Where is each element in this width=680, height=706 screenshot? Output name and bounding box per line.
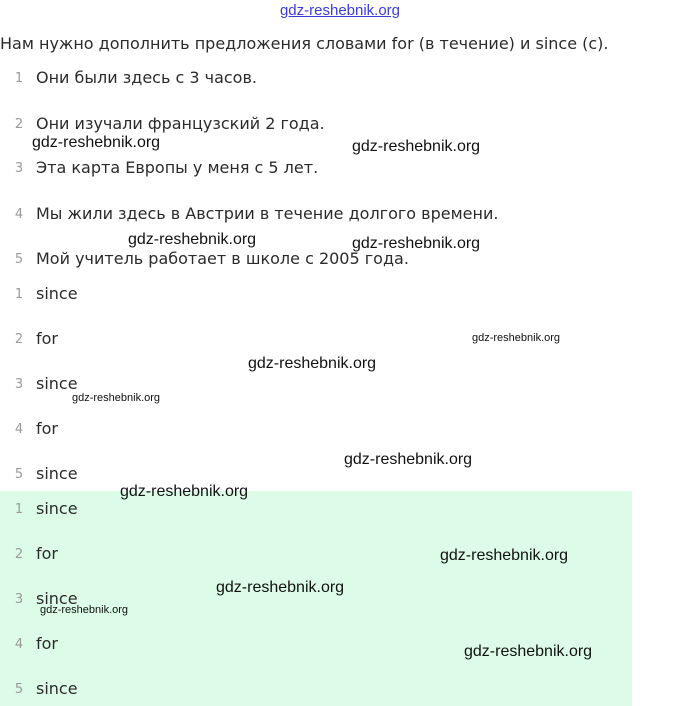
item-number: 3 <box>14 592 24 607</box>
watermark: gdz-reshebnik.org <box>440 547 569 564</box>
watermark: gdz-reshebnik.org <box>472 332 561 344</box>
item-number: 5 <box>14 682 24 697</box>
header-watermark-link[interactable]: gdz-reshebnik.org <box>279 2 401 19</box>
answer-text: since <box>36 464 78 483</box>
sentence-text: Эта карта Европы у меня с 5 лет. <box>36 158 319 177</box>
watermark: gdz-reshebnik.org <box>32 134 161 151</box>
sentence-text: Мы жили здесь в Австрии в течение долгого времени. <box>36 204 499 223</box>
item-number: 1 <box>14 502 24 517</box>
answer-text: for <box>36 419 58 438</box>
answer-text: for <box>36 544 58 563</box>
item-number: 4 <box>14 422 24 437</box>
item-number: 1 <box>14 71 24 86</box>
answer-text: since <box>36 589 78 608</box>
answer-text: since <box>36 374 78 393</box>
watermark: gdz-reshebnik.org <box>40 604 129 616</box>
watermark: gdz-reshebnik.org <box>248 355 377 372</box>
item-number: 5 <box>14 467 24 482</box>
watermark: gdz-reshebnik.org <box>344 451 473 468</box>
watermark: gdz-reshebnik.org <box>120 483 249 500</box>
sentence-text: Они были здесь с 3 часов. <box>36 68 257 87</box>
watermark: gdz-reshebnik.org <box>352 235 481 252</box>
sentence-text: Они изучали французский 2 года. <box>36 114 325 133</box>
item-number: 1 <box>14 287 24 302</box>
item-number: 2 <box>14 117 24 132</box>
item-number: 2 <box>14 332 24 347</box>
task-instruction: Нам нужно дополнить предложения словами for (в течение) и since (с). <box>0 34 609 53</box>
item-number: 3 <box>14 377 24 392</box>
answer-text: for <box>36 329 58 348</box>
watermark: gdz-reshebnik.org <box>216 579 345 596</box>
answer-text: for <box>36 634 58 653</box>
highlighted-answers-panel <box>0 491 632 706</box>
answer-text: since <box>36 679 78 698</box>
watermark: gdz-reshebnik.org <box>352 138 481 155</box>
item-number: 4 <box>14 207 24 222</box>
item-number: 3 <box>14 161 24 176</box>
answer-text: since <box>36 499 78 518</box>
watermark: gdz-reshebnik.org <box>128 231 257 248</box>
item-number: 5 <box>14 252 24 267</box>
watermark: gdz-reshebnik.org <box>464 643 593 660</box>
sentence-text: Мой учитель работает в школе с 2005 года. <box>36 249 409 268</box>
item-number: 4 <box>14 637 24 652</box>
watermark: gdz-reshebnik.org <box>72 392 161 404</box>
item-number: 2 <box>14 547 24 562</box>
answer-text: since <box>36 284 78 303</box>
